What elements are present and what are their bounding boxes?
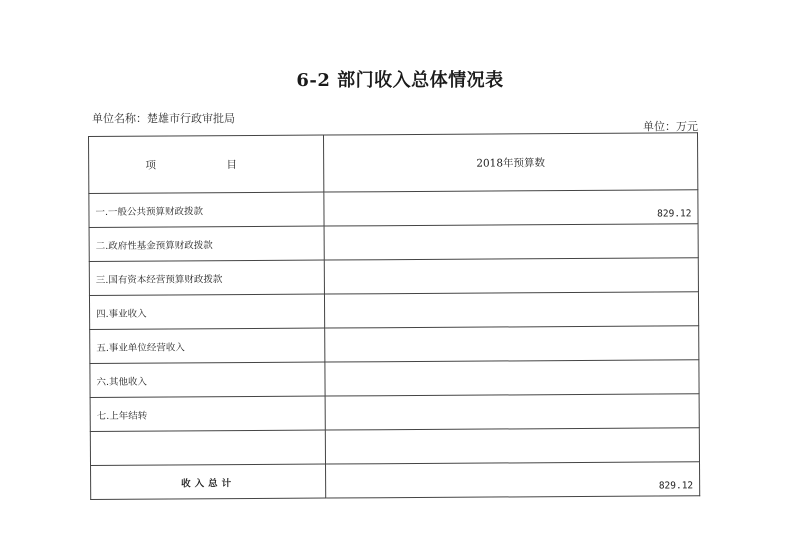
row-value: 829.12 xyxy=(324,190,698,226)
row-label: 七.上年结转 xyxy=(90,396,325,431)
table-row xyxy=(89,190,698,228)
table-row xyxy=(89,292,698,330)
table-row xyxy=(89,224,698,262)
row-value xyxy=(324,292,698,328)
total-row xyxy=(91,462,700,500)
header-value-cell: 2018年预算数 xyxy=(323,133,697,192)
row-label: 六.其他收入 xyxy=(90,362,325,397)
table-row xyxy=(90,428,699,466)
header-item-label: 项 目 xyxy=(145,158,267,172)
table-row xyxy=(90,360,699,398)
row-value xyxy=(325,326,699,362)
row-value xyxy=(324,224,698,260)
total-label: 收入总计 xyxy=(91,464,326,499)
row-value xyxy=(325,360,699,396)
row-value xyxy=(325,394,699,430)
row-value xyxy=(325,428,699,464)
total-value: 829.12 xyxy=(326,462,700,498)
unit-label: 单位：万元 xyxy=(643,120,698,133)
row-label: 四.事业收入 xyxy=(89,294,324,329)
table-row xyxy=(90,326,699,364)
table-row xyxy=(89,258,698,296)
row-label: 五.事业单位经营收入 xyxy=(90,328,325,363)
table-header-row xyxy=(89,133,698,194)
row-label: 一.一般公共预算财政拨款 xyxy=(89,192,324,227)
row-label xyxy=(90,430,325,465)
row-label: 二.政府性基金预算财政拨款 xyxy=(89,226,324,261)
unit-name-label: 单位名称：楚雄市行政审批局 xyxy=(92,112,235,125)
table-row xyxy=(90,394,699,432)
income-table xyxy=(88,132,700,500)
page-title: 6-2 部门收入总体情况表 xyxy=(296,70,504,91)
row-value xyxy=(324,258,698,294)
row-label: 三.国有资本经营预算财政拨款 xyxy=(89,260,324,295)
header-item-cell xyxy=(89,135,324,193)
